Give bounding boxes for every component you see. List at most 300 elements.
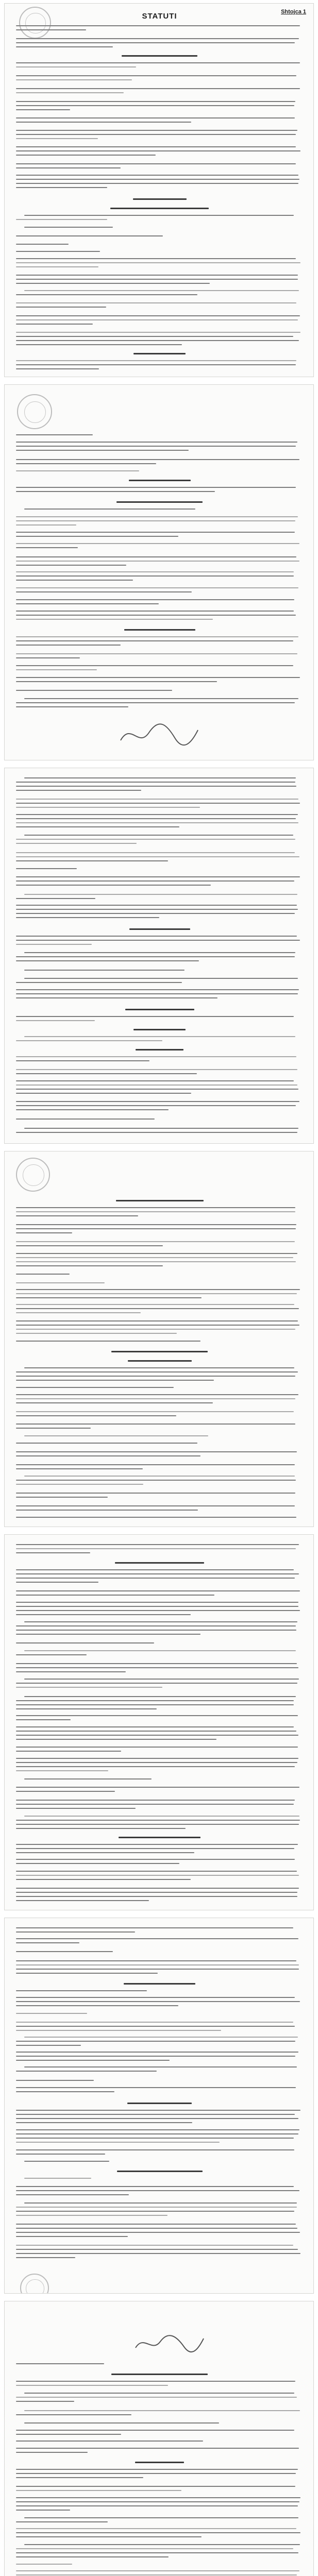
text-line [24,835,293,836]
heading-line [111,1351,208,1352]
text-line [16,364,296,365]
text-line [16,2232,300,2233]
text-line [16,2556,169,2557]
text-line [16,2118,298,2119]
official-seal [19,7,51,39]
text-line [16,2249,298,2250]
text-line [16,2142,220,2143]
text-line [16,1569,294,1570]
text-line [16,993,298,994]
text-line [16,1016,294,1017]
text-line [16,2091,114,2092]
text-line [16,2414,131,2415]
text-line [16,1089,298,1090]
text-line [16,1398,295,1399]
text-line [16,1320,298,1321]
text-line [24,2410,300,2411]
text-line [24,290,299,291]
text-line [16,2211,294,2212]
text-line [16,105,294,106]
text-line [16,1069,297,1070]
text-line [16,1517,296,1518]
text-line [16,1863,179,1864]
document-page-4 [4,1151,314,1527]
text-line [16,1654,87,1655]
text-line [24,952,295,953]
text-line [16,1510,198,1511]
text-line [24,1435,208,1436]
text-line [16,244,69,245]
text-line [16,75,296,76]
text-line [16,1747,298,1748]
text-line [16,1667,298,1668]
text-line [16,1700,294,1701]
text-line [16,138,98,139]
text-line [16,587,298,588]
text-line [16,2452,88,2453]
text-line [16,446,296,447]
text-line [16,936,297,937]
text-line [16,1590,300,1591]
text-line [16,491,215,492]
text-line [16,1578,295,1579]
signature [133,2332,206,2355]
text-line [16,599,294,600]
text-line [16,1304,294,1305]
text-line [16,1443,197,1444]
text-line [16,1931,135,1933]
text-line [16,187,107,188]
text-line [24,2161,109,2162]
text-line [16,29,86,30]
text-line [16,332,300,333]
text-line [16,92,124,93]
text-line [16,1791,115,1792]
text-line [16,1241,295,1242]
text-line [16,2041,295,2042]
text-line [24,2066,297,2067]
text-line [24,1128,298,1129]
text-line [16,2253,300,2254]
heading-line [128,1360,192,1362]
text-line [16,790,141,791]
text-line [16,940,300,941]
text-line [16,1595,214,1596]
text-line [16,843,137,844]
text-line [16,814,298,815]
text-line [16,1852,194,1853]
text-line [16,1402,213,1403]
heading-line [133,353,186,354]
text-line [16,2497,300,2498]
text-line [16,803,300,804]
text-line [16,42,295,43]
text-line [16,2005,178,2006]
text-line [16,645,121,646]
text-line [16,1708,157,1709]
text-line [24,1036,295,1037]
text-line [16,1105,296,1106]
text-line [16,1824,299,1825]
text-line [16,46,113,47]
text-line [16,1480,296,1481]
text-line [16,2363,104,2364]
text-line [16,1341,200,1342]
text-line [16,1207,295,1208]
text-line [16,1888,299,1889]
text-line [16,636,298,637]
text-line [16,2056,295,2057]
text-line [16,565,126,566]
text-line [16,336,293,337]
text-line [16,1468,143,1469]
text-line [16,1060,149,1061]
text-line [16,183,298,184]
text-line [16,2154,105,2155]
text-line [16,2397,297,2398]
text-line [16,1257,293,1258]
text-line [16,619,213,620]
text-line [16,1704,294,1705]
text-line [16,1297,202,1298]
document-page-7 [4,2301,314,2576]
text-line [16,1073,197,1074]
text-line [16,571,294,572]
text-line [24,1650,296,1651]
text-line [24,970,185,971]
heading-line [116,501,203,503]
text-line [24,1621,297,1622]
text-line [16,982,182,983]
text-line [16,603,159,604]
text-line [16,2087,296,2088]
text-line [16,799,298,800]
text-line [16,463,156,464]
text-line [16,1455,200,1456]
text-line [24,1476,295,1477]
official-seal [16,1158,50,1192]
text-line [16,219,107,220]
text-line [24,1679,299,1680]
text-line [16,876,300,877]
text-line [16,818,296,819]
text-line [16,1770,108,1771]
text-line [16,702,295,703]
text-line [16,1804,294,1805]
document-page-5 [4,1534,314,1910]
text-line [16,905,297,906]
text-line [16,2434,121,2435]
text-line [16,167,121,168]
text-line [16,109,70,110]
text-line [16,1573,299,1574]
text-line [16,434,93,435]
text-line [16,1687,162,1688]
text-line [16,2133,298,2134]
text-line [16,1927,293,1928]
text-line [16,653,297,654]
text-line [16,1896,297,1897]
text-line [16,1289,300,1290]
text-line [16,1101,299,1102]
heading-line [110,208,209,209]
text-line [16,134,296,135]
text-line [16,1274,70,1275]
text-line [16,2186,294,2187]
text-line [16,1265,163,1266]
text-line [16,2228,297,2229]
text-line [16,852,295,853]
text-line [16,1726,294,1727]
text-line [16,917,159,918]
text-line [16,2469,298,2470]
text-line [24,215,294,216]
text-line [16,2548,293,2549]
text-line [16,989,299,990]
heading-line [125,1009,194,1010]
heading-line [122,55,197,57]
text-line [16,2430,294,2431]
text-line [16,340,299,341]
text-line [24,2178,91,2179]
text-line [16,782,295,783]
text-line [16,1548,296,1549]
text-line [16,1253,297,1254]
text-line [16,547,78,548]
text-line [16,2207,297,2208]
text-line [16,470,139,471]
text-line [16,839,295,840]
text-line [16,1371,298,1372]
text-line [16,1376,295,1377]
text-line [16,2013,87,2014]
text-line [16,1312,141,1313]
text-line [16,2194,129,2195]
text-line [16,122,191,123]
text-line [16,1642,154,1643]
text-line [16,315,300,316]
text-line [16,1380,214,1381]
text-line [16,1997,295,1998]
text-line [16,1683,297,1684]
heading-line [124,629,195,631]
text-line [16,536,178,537]
heading-line [124,1983,195,1985]
text-line [16,1394,298,1395]
text-line [16,1093,191,1094]
text-line [16,520,295,521]
text-line [16,150,300,151]
heading-line [115,1562,204,1564]
text-line [16,1766,295,1767]
text-line [16,235,163,236]
text-line [24,894,297,895]
text-line [16,681,217,682]
text-line [16,669,97,670]
text-line [16,101,295,102]
text-line [16,1990,147,1991]
text-line [16,1329,295,1330]
text-line [16,2114,295,2115]
text-line [16,2110,300,2111]
text-line [16,258,296,259]
text-line [16,1211,295,1212]
text-line [16,640,293,641]
text-line [16,62,300,63]
text-line [16,1719,71,1720]
text-line [16,516,298,517]
text-line [16,1751,121,1752]
text-line [16,179,299,180]
text-line [24,698,298,699]
text-line [24,2202,297,2204]
text-line [16,2510,70,2511]
text-line [16,2045,81,2046]
text-line [16,2381,295,2382]
text-line [16,786,296,787]
text-line [16,1859,295,1860]
text-line [16,275,298,276]
text-line [24,1367,294,1368]
text-line [16,1844,298,1845]
text-line [16,25,300,26]
text-line [16,1484,143,1485]
official-seal [20,2274,49,2294]
text-line [16,1871,297,1872]
text-line [16,580,133,581]
annex-label: Shtojca 1 [281,9,306,15]
text-line [16,1333,177,1334]
text-line [16,146,296,147]
text-line [16,1493,295,1494]
text-line [16,2505,298,2506]
text-line [16,611,294,612]
text-line [16,2521,108,2522]
heading-line [111,2374,208,2375]
text-line [16,2026,295,2027]
text-line [24,777,296,778]
heading-line [136,1049,183,1050]
document-page-3 [4,768,314,1144]
heading-line [127,2103,192,2104]
text-line [16,1080,294,1081]
text-line [16,2149,294,2150]
text-line [16,807,200,808]
text-line [16,360,296,361]
text-line [16,2060,170,2061]
text-line [16,1610,300,1611]
text-line [16,1308,299,1309]
text-line [16,1261,296,1262]
text-line [16,251,100,252]
text-line [16,79,132,80]
text-line [16,2022,293,2023]
text-line [16,822,298,823]
text-line [16,2564,72,2565]
text-line [16,1735,298,1736]
text-line [16,450,189,451]
text-line [16,1938,298,1939]
text-line [16,561,299,562]
text-line [16,2122,192,2123]
text-line [16,1428,91,1429]
text-line [16,1900,149,1901]
text-line [16,2129,299,2130]
text-line [16,2245,293,2246]
text-line [16,2224,296,2225]
text-line [16,1892,297,1893]
heading-line [117,2171,203,2172]
document-page-1 [4,3,314,377]
text-line [16,575,294,577]
text-line [24,2517,298,2518]
text-line [16,1387,174,1388]
text-line [16,2477,143,2478]
text-line [16,2138,294,2139]
text-line [16,1715,298,1716]
text-line [16,66,136,67]
text-line [16,1497,108,1498]
text-line [16,1758,298,1759]
text-line [16,155,156,156]
text-line [24,509,195,510]
text-line [16,1951,113,1952]
text-line [16,913,295,914]
text-line [16,1505,295,1506]
text-line [16,960,199,961]
text-line [16,2001,300,2002]
text-line [16,368,99,369]
text-line [16,307,106,308]
text-line [16,294,197,295]
text-line [16,1293,297,1294]
text-line [16,543,299,544]
text-line [16,2441,203,2442]
document-page-2 [4,384,314,760]
text-line [16,1245,163,1246]
text-line [16,1464,295,1465]
text-line [16,524,76,526]
text-line [16,1762,297,1763]
text-line [16,1663,297,1664]
text-line [16,2030,221,2031]
text-line [16,2532,300,2533]
text-line [16,319,298,320]
text-line [16,1630,296,1631]
text-line [16,1020,95,1021]
text-line [16,690,172,691]
text-line [24,227,113,228]
text-line [24,2422,219,2424]
text-line [16,283,210,284]
text-line [16,856,299,857]
text-line [16,2501,299,2502]
text-line [16,2490,181,2491]
text-line [16,1800,295,1801]
text-line [16,2401,74,2402]
text-line [16,1228,296,1229]
text-line [16,2385,168,2386]
text-line [16,1552,90,1553]
text-line [16,344,182,345]
text-line [24,1816,299,1817]
text-line [16,1602,298,1603]
text-line [16,1109,169,1110]
text-line [16,1879,191,1880]
text-line [16,885,211,886]
text-line [16,1808,136,1809]
text-line [16,1848,294,1849]
